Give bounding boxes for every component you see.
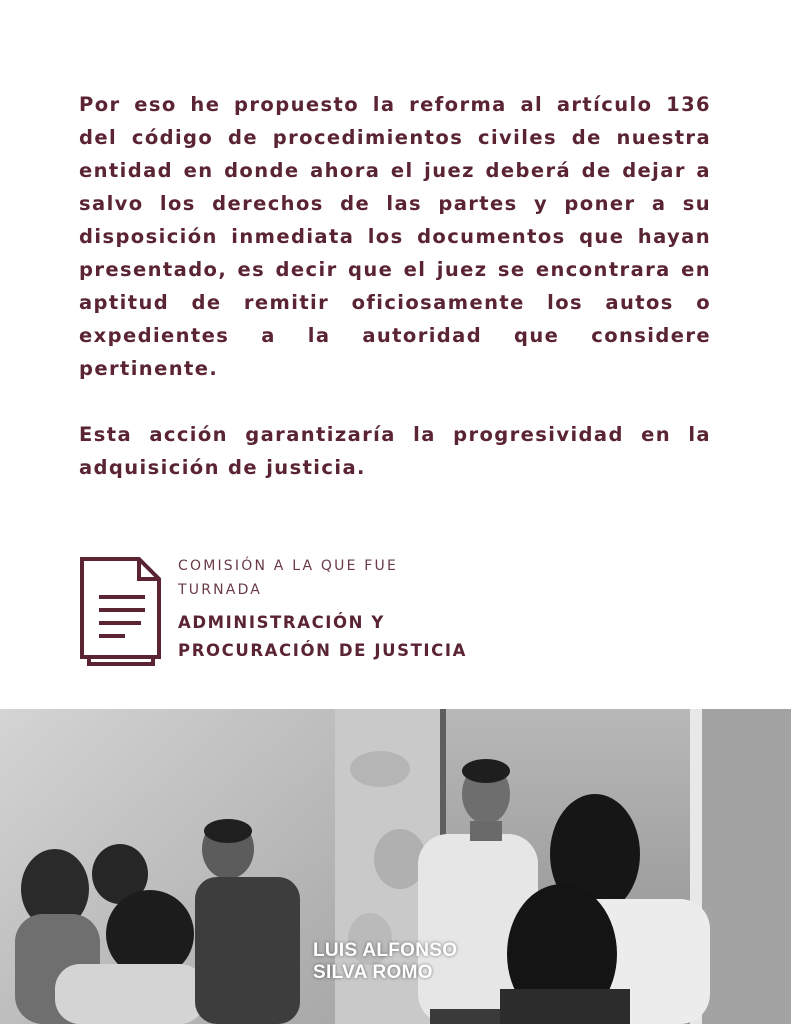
commission-label: COMISIÓN A LA QUE FUE TURNADA [178,558,399,598]
signature-logo [313,940,483,984]
signature-line-2: SILVA ROMO [313,962,433,983]
commission-block [79,554,639,669]
signature-line-1: LUIS ALFONSO [313,940,458,961]
body-text [79,88,711,484]
commission-text [178,554,638,665]
paragraph-2: Esta acción garantizaría la progresividad en la adquisición de justicia. [79,423,711,479]
paragraph-1: Por eso he propuesto la reforma al artículo 136 del código de procedimientos civiles de nuestra entidad en donde ahora el juez deberá de dejar a salvo los derechos de las partes y poner a su disposición inmediata los documentos que hayan presentado, es decir que el juez se encontrara en aptitud de remitir oficiosamente los autos o expedientes a la autoridad que considere pertinente. [79,93,711,380]
commission-name-line-1: ADMINISTRACIÓN Y [178,613,385,632]
commission-name-line-2: PROCURACIÓN DE JUSTICIA [178,641,467,660]
commission-name [178,609,638,665]
document-icon [79,556,163,666]
